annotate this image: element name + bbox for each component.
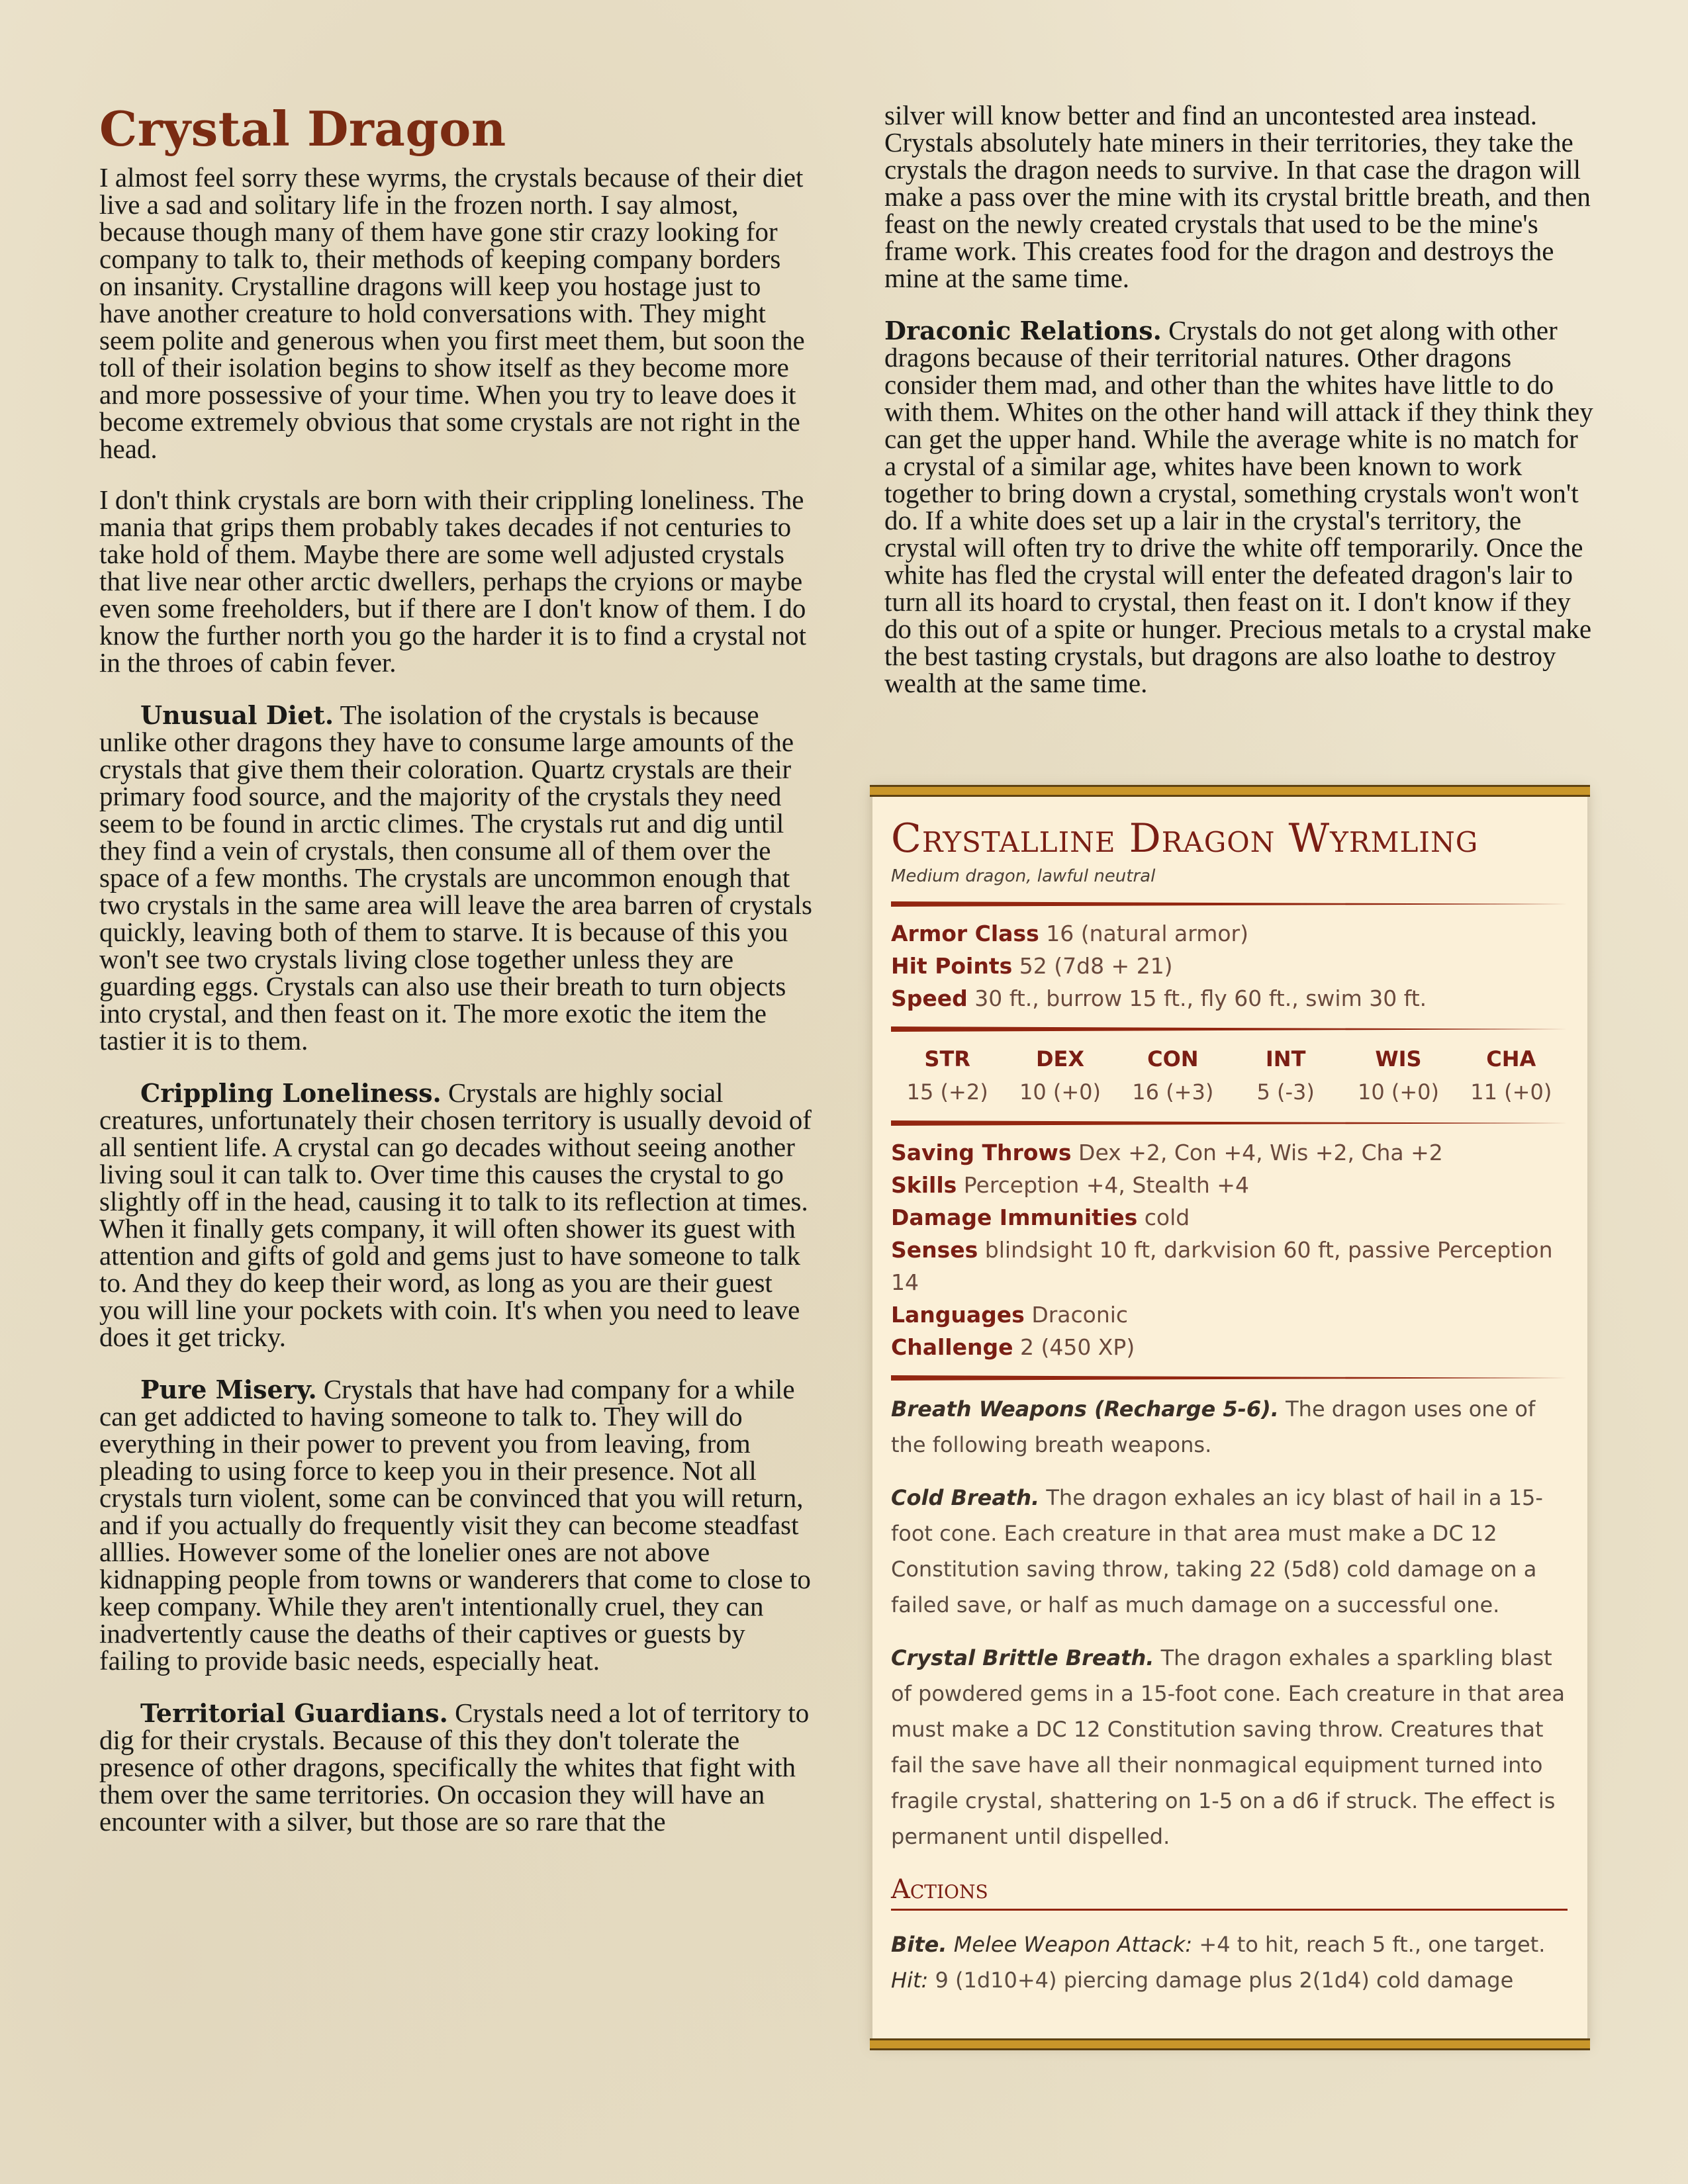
ability-str: STR 15 (+2) [906, 1046, 988, 1105]
tapered-rule [891, 1120, 1568, 1126]
section-text: Crystals do not get along with other dragons because of their territorial natures. Other dragons consider them mad, and other than the whites have little to do with them. Whites on the other hand will attack if they think they can get the upper hand. While the average white is no match for a crystal of a similar age, whites have been known to work together to bring down a crystal, something crystals won't won't do. If a white does set up a lair in the crystal's territory, the crystal will often try to drive the white off temporarily. Once the white has fled the crystal will enter the defeated dragon's lair to turn all its hoard to crystal, then feast on it. I don't know if they do this out of a spite or hunger. Precious metals to a crystal make the best tasting crystals, but dragons are also loathe to destroy wealth at the same time. [884, 315, 1593, 698]
section-lead: Territorial Guardians. [140, 1698, 448, 1728]
hit-points: Hit Points 52 (7d8 + 21) [891, 953, 1173, 979]
languages: Languages Draconic [891, 1302, 1129, 1328]
section-unusual-diet [99, 702, 814, 1054]
stat-block-bottom-border [870, 2038, 1590, 2050]
section-pure-misery [99, 1376, 814, 1674]
senses: Senses blindsight 10 ft, darkvision 60 ft, passive Perception 14 [891, 1237, 1553, 1295]
continued-paragraph: silver will know better and find an uncontested area instead. Crystals absolutely hate miners in their territories, they take the crystals the dragon needs to survive. In that case the dragon will make a pass over the mine with its crystal brittle breath, and then feast on the newly created crystals that used to be the mine's frame work. This creates food for the dragon and destroys the mine at the same time. [884, 100, 1591, 293]
tapered-rule [891, 1375, 1568, 1381]
page-title: Crystal Dragon [99, 101, 506, 157]
stat-block-content [891, 815, 1568, 2015]
section-draconic-relations [884, 317, 1594, 697]
saving-throws: Saving Throws Dex +2, Con +4, Wis +2, Cha +2 [891, 1140, 1443, 1165]
damage-immunities: Damage Immunities cold [891, 1205, 1190, 1230]
skills: Skills Perception +4, Stealth +4 [891, 1172, 1249, 1198]
section-lead: Draconic Relations. [884, 316, 1162, 345]
section-territorial-guardians [99, 1700, 814, 1835]
section-text: Crystals are highly social creatures, unfortunately their chosen territory is usually devoid of all sentient life. A crystal can go decades without seeing another living soul it can talk to. Over time this causes the crystal to go slightly off in the head, causing it to talk to its reflection at times. When it finally gets company, it will often shower its guest with attention and gifts of gold and gems just to have someone to talk to. And they do keep their word, as long as you are their guest you will line your pockets with coin. It's when you need to leave does it get tricky. [99, 1077, 812, 1352]
section-text: The isolation of the crystals is because unlike other dragons they have to consume large amounts of the crystals that give them their coloration. Quartz crystals are their primary food source, and the majority of the crystals they need seem to be found in arctic climes. The crystals rut and dig until they find a vein of crystals, then consume all of them over the space of a few months. The crystals are uncommon enough that two crystals in the same area will leave the area barren of crystals quickly, leaving both of them to starve. It is because of this you won't see two crystals living close together unless they are guarding eggs. Crystals can also use their breath to turn objects into crystal, and then feast on it. The more exotic the item the tastier it is to them. [99, 700, 812, 1056]
ability-wis: WIS 10 (+0) [1357, 1046, 1439, 1105]
stat-block-top-border [870, 785, 1590, 797]
section-text: Crystals that have had company for a while can get addicted to having someone to talk to. They will do everything in their power to prevent you from leaving, from pleading to using force to keep you in their presence. Not all crystals turn violent, some can be convinced that you will return, and if you actually do frequently visit they can become steadfast alllies. However some of the lonelier ones are not above kidnapping people from towns or wanderers that come to close to keep company. While they aren't intentionally cruel, they can inadvertently cause the deaths of their captives or guests by failing to provide basic needs, especially heat. [99, 1374, 811, 1676]
trait-breath-weapons: Breath Weapons (Recharge 5-6). The dragon uses one of the following breath weapons. [891, 1396, 1536, 1457]
tapered-rule [891, 901, 1568, 907]
actions-header: Actions [891, 1872, 1568, 1911]
section-crippling-loneliness [99, 1079, 814, 1351]
section-lead: Unusual Diet. [140, 700, 334, 730]
section-text: Crystals need a lot of territory to dig for their crystals. Because of this they don't tolerate the presence of other dragons, specifically the whites that fight with them over the same territories. On occasion they will have an encounter with a silver, but those are so rare that the [99, 1698, 810, 1837]
ability-cha: CHA 11 (+0) [1470, 1046, 1552, 1105]
challenge: Challenge 2 (450 XP) [891, 1334, 1135, 1360]
creature-type: Medium dragon, lawful neutral [891, 866, 1156, 886]
speed: Speed 30 ft., burrow 15 ft., fly 60 ft., swim 30 ft. [891, 985, 1427, 1011]
section-lead: Crippling Loneliness. [140, 1078, 442, 1108]
tapered-rule [891, 1026, 1568, 1032]
trait-crystal-brittle-breath: Crystal Brittle Breath. The dragon exhales a sparkling blast of powdered gems in a 15-foot cone. Each creature in that area must make a DC 12 Constitution saving throw. Creatures that fail the save have all their nonmagical equipment turned into fragile crystal, shattering on 1-5 on a d6 if struck. The effect is permanent until dispelled. [891, 1645, 1565, 1849]
intro-paragraph-1: I almost feel sorry these wyrms, the crystals because of their diet live a sad and solitary life in the frozen north. I say almost, because though many of them have gone stir crazy looking for company to talk to, their methods of keeping company borders on insanity. Crystalline dragons will keep you hostage just to have another creature to hold conversations with. They might seem polite and generous when you first meet them, but soon the toll of their isolation begins to show itself as they become more and more possessive of your time. When you try to leave does it become extremely obvious that some crystals are not right in the head. [99, 162, 805, 464]
right-column [884, 102, 1594, 722]
section-lead: Pure Misery. [140, 1375, 317, 1404]
ability-dex: DEX 10 (+0) [1019, 1046, 1101, 1105]
ability-scores [891, 1042, 1568, 1109]
stat-block [872, 789, 1587, 2046]
ability-int: INT 5 (-3) [1256, 1046, 1315, 1105]
ability-con: CON 16 (+3) [1132, 1046, 1214, 1105]
creature-name: Crystalline Dragon Wyrmling [891, 815, 1479, 862]
trait-cold-breath: Cold Breath. The dragon exhales an icy blast of hail in a 15-foot cone. Each creature in that area must make a DC 12 Constitution saving throw, taking 22 (5d8) cold damage on a failed save, or half as much damage on a successful one. [891, 1485, 1543, 1617]
action-bite: Bite. Melee Weapon Attack: +4 to hit, reach 5 ft., one target. Hit: 9 (1d10+4) piercing damage plus 2(1d4) cold damage [891, 1932, 1546, 1993]
armor-class: Armor Class 16 (natural armor) [891, 921, 1248, 946]
intro-paragraph-2: I don't think crystals are born with their crippling loneliness. The mania that grips them probably takes decades if not centuries to take hold of them. Maybe there are some well adjusted crystals that live near other arctic dwellers, perhaps the cryions or maybe even some freeholders, but if there are I don't know of them. I do know the further north you go the harder it is to find a crystal not in the throes of cabin fever. [99, 484, 807, 678]
left-column [99, 99, 814, 1860]
